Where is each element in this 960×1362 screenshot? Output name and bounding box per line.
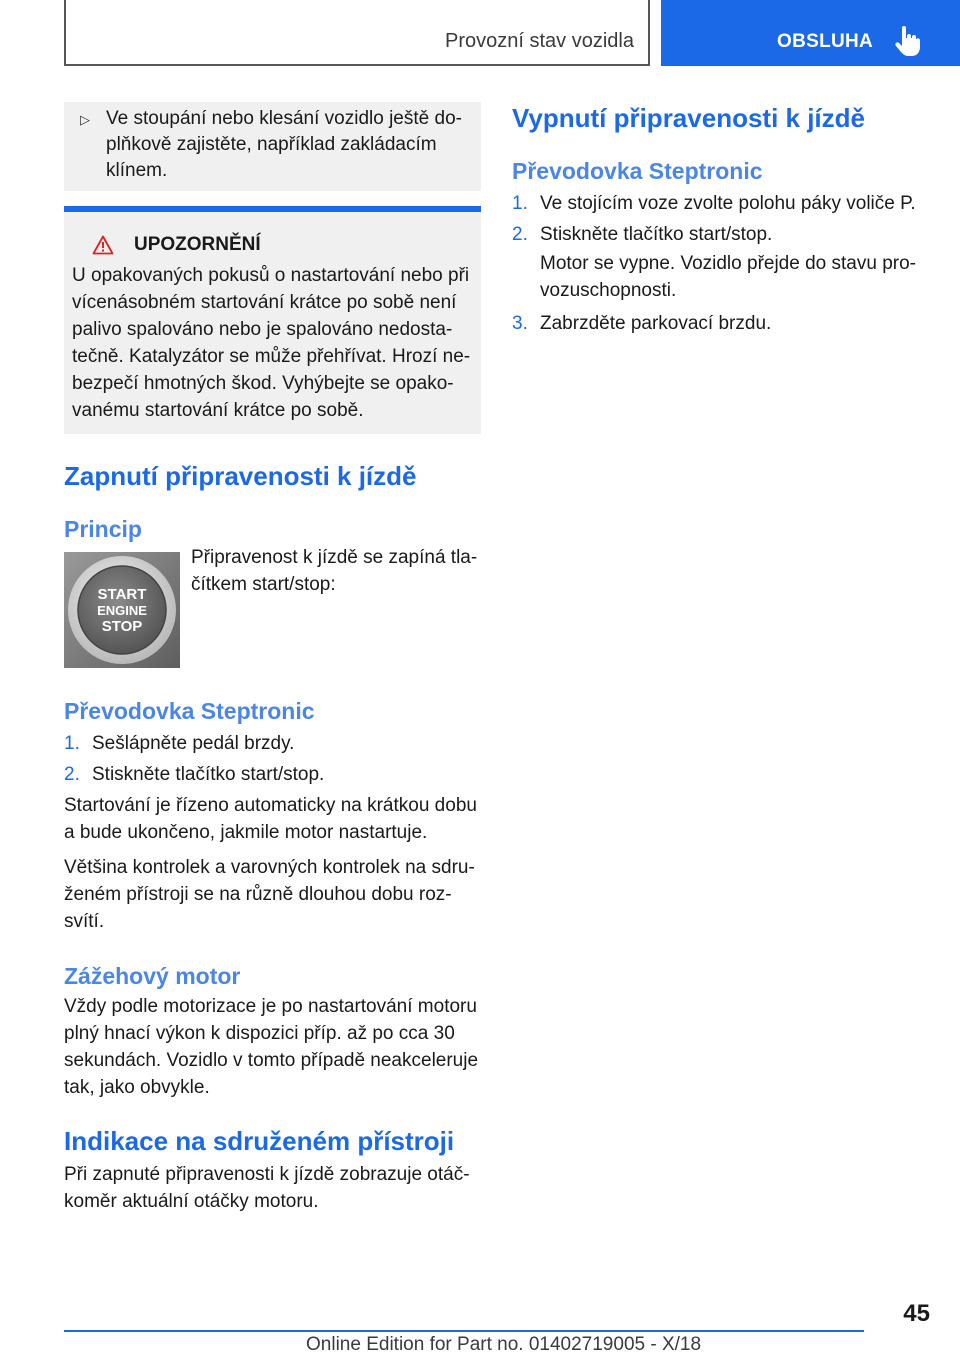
- left-column: [64, 102, 481, 1215]
- chapter-title: Provozní stav vozidla: [445, 30, 634, 52]
- stop-steps-list: [512, 190, 932, 337]
- zazeh-title: Zážehový motor: [64, 963, 241, 989]
- step-text: Zabrzděte parkovací brzdu.: [540, 313, 772, 334]
- pointing-hand-icon: [893, 26, 921, 56]
- stop-step: [512, 221, 932, 248]
- start-stop-button-image: [64, 552, 180, 668]
- button-label-line-1: START: [97, 586, 147, 603]
- step-text: Sešlápněte pedál brzdy.: [92, 733, 295, 754]
- warning-triangle-icon: [92, 235, 114, 255]
- footer-edition: Online Edition for Part no. 01402719005 - X/18: [306, 1334, 702, 1355]
- step-number: 2.: [512, 224, 528, 245]
- note-bullet-text: Ve stoupání nebo klesání vozidlo ještě doplňkově zajistěte, například zakládacím klínem.: [106, 108, 462, 181]
- princip-row: [64, 547, 481, 668]
- step-number: 1.: [64, 733, 80, 754]
- button-label-line-2: ENGINE: [97, 603, 147, 618]
- step-number: 3.: [512, 313, 528, 334]
- note-bullet: [80, 106, 465, 184]
- page-number: 45: [903, 1300, 930, 1327]
- princip-text: Připravenost k jízdě se zapíná tlačítkem start/stop:: [191, 547, 478, 595]
- princip-title: Princip: [64, 516, 142, 542]
- step-text: Stiskněte tlačítko start/stop.: [92, 764, 325, 785]
- footer-divider: [64, 1330, 864, 1332]
- warning-box: [64, 206, 481, 434]
- steptronic-title-right: Převodovka Steptronic: [512, 158, 763, 184]
- steptronic-para-1: Startování je řízeno automaticky na krátkou dobu a bude ukončeno, jakmile motor nastartuje.: [64, 795, 477, 843]
- warning-header: [92, 234, 471, 256]
- start-step: [64, 730, 481, 757]
- steptronic-para-2: Většina kontrolek a varovných kontrolek na sdruženém přístroji se na různě dlouhou dobu rozsvítí.: [64, 857, 475, 932]
- step-number: 2.: [64, 764, 80, 785]
- section-title-start: Zapnutí připravenosti k jízdě: [64, 461, 417, 491]
- section-title-stop: Vypnutí připravenosti k jízdě: [512, 103, 865, 133]
- zazeh-text: Vždy podle motorizace je po nastartování motoru plný hnací výkon k dispozici příp. až po cca 30 sekundách. Vozidlo v tomto případě neakceleruje tak, jako obvykle.: [64, 996, 479, 1098]
- step-note-text: Motor se vypne. Vozidlo přejde do stavu provozuschopnosti.: [540, 253, 916, 301]
- section-tab[interactable]: [661, 0, 960, 66]
- step-number: 1.: [512, 193, 528, 214]
- note-box: [64, 102, 481, 191]
- right-column: [512, 102, 932, 341]
- warning-title: UPOZORNĚNÍ: [134, 234, 261, 255]
- stop-step: [512, 190, 932, 217]
- warning-text: U opakovaných pokusů o nastartování nebo při vícenásobném startování krátce po sobě není palivo spalováno nebo je spalováno nedostatečně. Katalyzátor se může přehřívat. Hrozí nebezpečí hmotných škod. Vyhýbejte se opakovanému startování krátce po sobě.: [72, 265, 471, 421]
- button-label-line-3: STOP: [101, 618, 143, 635]
- steptronic-title-left: Převodovka Steptronic: [64, 698, 315, 724]
- start-steps-list: [64, 730, 481, 788]
- indikace-title: Indikace na sdruženém přístroji: [64, 1126, 455, 1156]
- indikace-text: Při zapnuté připravenosti k jízdě zobrazuje otáčkoměr aktuální otáčky motoru.: [64, 1164, 470, 1212]
- start-step: [64, 761, 481, 788]
- stop-step-note: [512, 250, 932, 304]
- triangle-bullet-icon: ▷: [80, 112, 90, 127]
- step-text: Ve stojícím voze zvolte polohu páky voliče P.: [540, 193, 916, 214]
- section-tab-label: OBSLUHA: [777, 31, 874, 52]
- step-text: Stiskněte tlačítko start/stop.: [540, 224, 773, 245]
- header-title-box: [64, 0, 650, 66]
- stop-step: [512, 310, 932, 337]
